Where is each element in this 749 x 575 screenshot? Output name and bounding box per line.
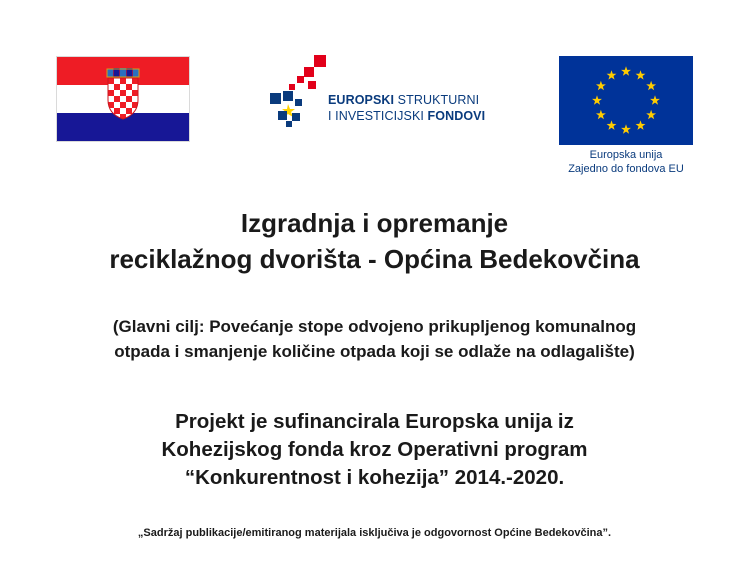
esi-funds-mark-icon [266,55,328,130]
logo-row [0,0,749,190]
project-aim-line2: otpada i smanjenje količine otpada koji se odlaže na odlagalište) [114,342,635,361]
eu-caption-line1: Europska unija [589,149,663,161]
project-aim-line1: (Glavni cilj: Povećanje stope odvojeno prikupljenog komunalnog [112,317,637,336]
funding-statement [0,408,749,492]
eu-flag-icon [559,56,693,145]
eu-caption [546,148,706,176]
funding-line1: Projekt je sufinancirala Europska unija iz [175,410,574,433]
project-aim [0,314,749,364]
disclaimer: „Sadržaj publikacije/emitiranog materijala isključiva je odgovornost Općine Bedekovčina”. [137,527,612,539]
project-title-line1: Izgradnja i opremanje [240,208,509,238]
project-title-line2: reciklažnog dvorišta - Općina Bedekovčina [109,244,640,274]
croatian-coat-of-arms-icon [106,68,140,120]
eu-caption-line2: Zajedno do fondova EU [568,163,684,175]
croatian-flag-icon [56,56,190,142]
funding-line2: Kohezijskog fonda kroz Operativni program [161,438,588,461]
esi-funds-text: EUROPSKI STRUKTURNI I INVESTICIJSKI FONDOVI [328,93,486,123]
esi-funds-logo [266,55,496,130]
funding-line3: “Konkurentnost i kohezija” 2014.-2020. [184,466,565,489]
project-title [0,205,749,277]
